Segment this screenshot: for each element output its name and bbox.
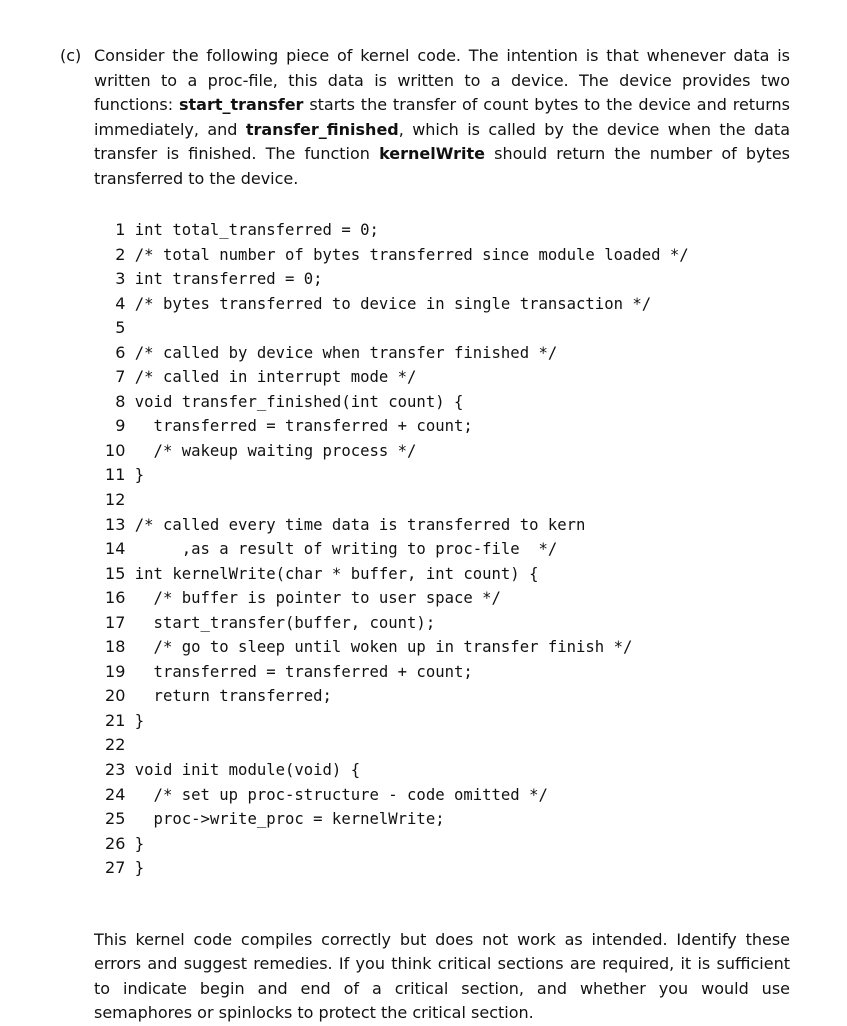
line-number: 5 xyxy=(115,318,126,338)
code-line xyxy=(103,341,689,366)
code-text: int kernelWrite(char * buffer, int count) { xyxy=(134,564,539,583)
code-text: } xyxy=(134,711,145,730)
code-line xyxy=(103,807,689,832)
question-label: (c) xyxy=(60,46,82,65)
line-number: 20 xyxy=(105,686,126,706)
code-line xyxy=(103,267,689,292)
code-text: } xyxy=(134,859,145,878)
code-line xyxy=(103,660,689,685)
line-number: 24 xyxy=(105,784,126,804)
line-number: 10 xyxy=(105,440,126,460)
line-number: 12 xyxy=(105,490,126,510)
code-text: /* called by device when transfer finished */ xyxy=(134,343,558,362)
code-listing xyxy=(103,218,689,881)
code-line xyxy=(103,562,689,587)
code-line xyxy=(103,292,689,317)
code-text: transferred = transferred + count; xyxy=(134,662,473,681)
line-number: 7 xyxy=(115,367,126,387)
closing-paragraph: This kernel code compiles correctly but does not work as intended. Identify these errors and suggest remedies. If you think critical sections are required, it is sufficient to indicate begin and end of a critical section, and whether you would use semaphores or spinlocks to protect the critical section. xyxy=(94,930,790,1023)
line-number: 15 xyxy=(105,563,126,583)
line-number: 6 xyxy=(115,342,126,362)
code-line xyxy=(103,684,689,709)
code-line xyxy=(103,709,689,734)
line-number: 14 xyxy=(105,539,126,559)
line-number: 2 xyxy=(115,244,126,264)
code-text: /* wakeup waiting process */ xyxy=(134,441,417,460)
code-line xyxy=(103,586,689,611)
function-name-kernelwrite: kernelWrite xyxy=(379,144,485,164)
code-text: /* called in interrupt mode */ xyxy=(134,368,417,387)
code-text: ,as a result of writing to proc-file */ xyxy=(134,540,558,559)
code-line xyxy=(103,414,689,439)
code-text: /* total number of bytes transferred since module loaded */ xyxy=(134,245,689,264)
line-number: 21 xyxy=(105,710,126,730)
code-text: /* set up proc-structure - code omitted */ xyxy=(134,785,548,804)
code-text: proc->write_proc = kernelWrite; xyxy=(134,810,445,829)
code-line xyxy=(103,439,689,464)
code-text: start_transfer(buffer, count); xyxy=(134,613,436,632)
function-name-transfer-finished: transfer_finished xyxy=(245,119,399,139)
line-number: 9 xyxy=(115,416,126,436)
question-c xyxy=(60,44,790,192)
function-name-start-transfer: start_transfer xyxy=(178,95,304,115)
code-text: int transferred = 0; xyxy=(134,270,323,289)
code-line xyxy=(103,832,689,857)
intro-text-2: starts the transfer of count bytes to the device and returns immediately, and xyxy=(94,95,790,139)
code-text: /* go to sleep until woken up in transfer finish */ xyxy=(134,638,633,657)
line-number: 18 xyxy=(105,637,126,657)
code-line xyxy=(103,488,689,513)
code-line xyxy=(103,463,689,488)
intro-text-4: should return the number of bytes transferred to the device. xyxy=(94,144,790,188)
line-number: 3 xyxy=(115,269,126,289)
code-text: int total_transferred = 0; xyxy=(134,221,379,239)
code-line xyxy=(103,513,689,538)
code-text: } xyxy=(134,466,145,485)
line-number: 11 xyxy=(105,465,126,485)
code-line xyxy=(103,611,689,636)
line-number: 8 xyxy=(115,391,126,411)
code-text: void transfer_finished(int count) { xyxy=(134,392,464,411)
line-number: 26 xyxy=(105,833,126,853)
code-line xyxy=(103,635,689,660)
line-number: 27 xyxy=(105,858,126,878)
code-line xyxy=(103,243,689,268)
code-text: } xyxy=(134,834,145,853)
line-number: 22 xyxy=(105,735,126,755)
line-number: 19 xyxy=(105,661,126,681)
line-number: 25 xyxy=(105,809,126,829)
code-text: /* buffer is pointer to user space */ xyxy=(134,589,501,608)
line-number: 17 xyxy=(105,612,126,632)
line-number: 23 xyxy=(105,760,126,780)
code-text: return transferred; xyxy=(134,687,332,706)
question-intro xyxy=(94,44,790,192)
code-line xyxy=(103,783,689,808)
code-line xyxy=(103,390,689,415)
code-line xyxy=(103,733,689,758)
intro-text-1: Consider the following piece of kernel code. The intention is that whenever data is written to a proc-file, this data is written to a device. The device provides two functions: xyxy=(94,46,790,115)
line-number: 4 xyxy=(115,293,126,313)
code-line xyxy=(103,758,689,783)
code-text: /* called every time data is transferred to kern xyxy=(134,515,586,534)
line-number: 1 xyxy=(115,220,126,239)
code-line xyxy=(103,316,689,341)
code-text: void init module(void) { xyxy=(134,761,361,780)
code-line xyxy=(103,218,689,243)
line-number: 13 xyxy=(105,514,126,534)
code-line xyxy=(103,856,689,881)
line-number: 16 xyxy=(105,588,126,608)
intro-text-3: , which is called by the device when the data transfer is finished. The function xyxy=(94,119,791,164)
code-text: /* bytes transferred to device in single transaction */ xyxy=(134,294,652,313)
code-line xyxy=(103,537,689,562)
code-line xyxy=(103,365,689,390)
code-text: transferred = transferred + count; xyxy=(134,417,473,436)
